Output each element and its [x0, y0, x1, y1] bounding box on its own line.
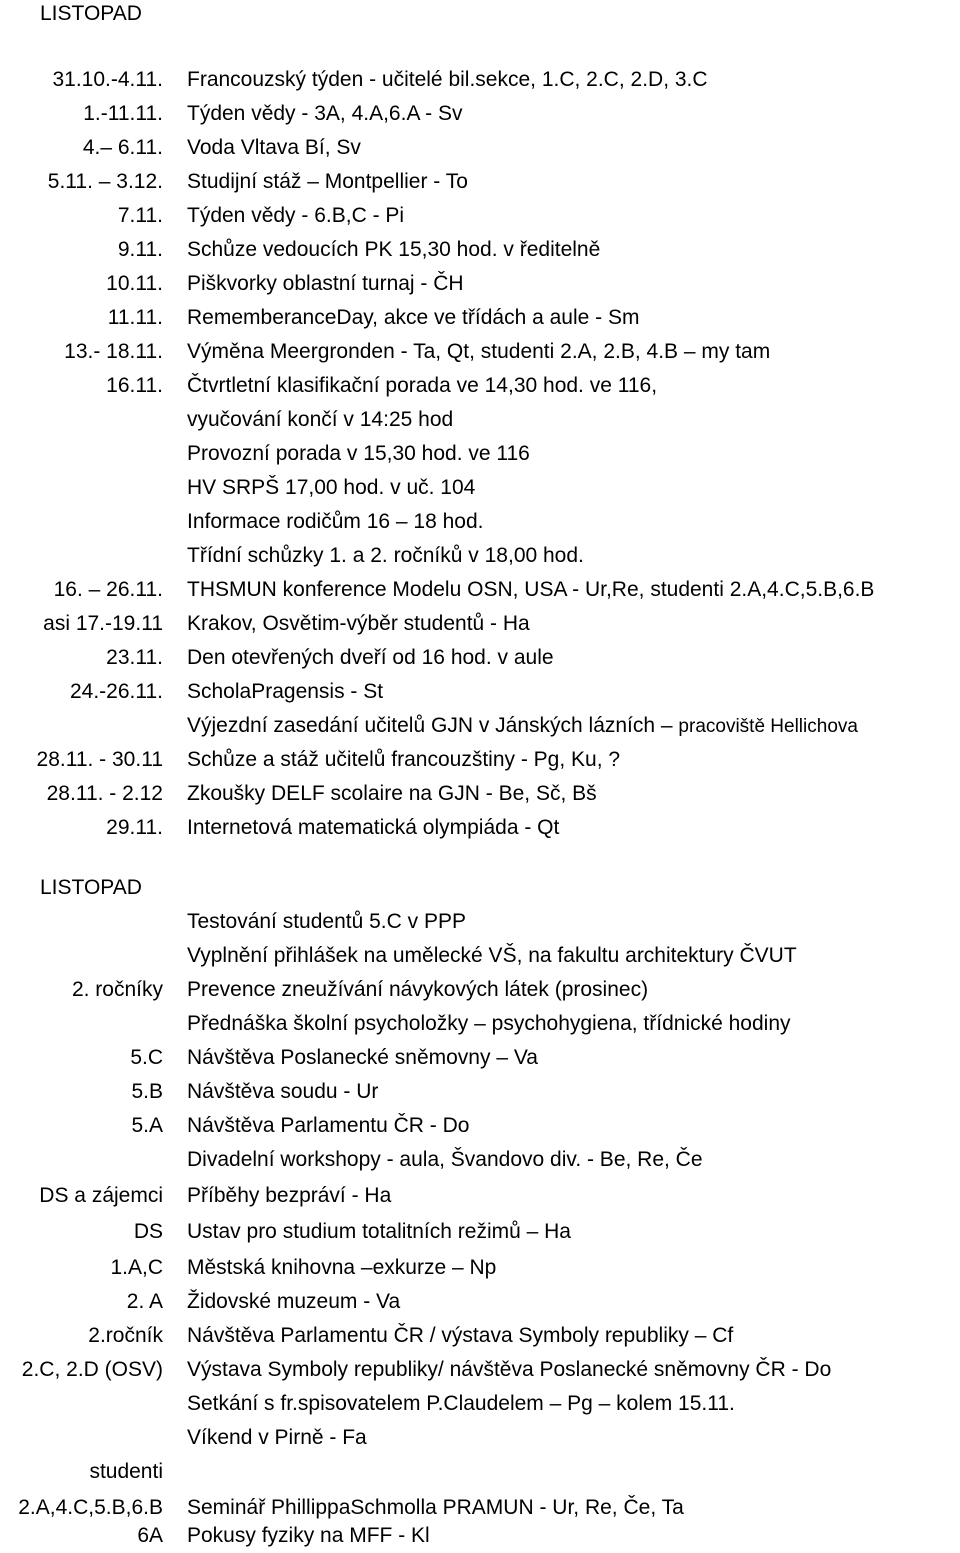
row-text-main: Divadelní workshopy - aula, Švandovo div. - Be, Re, Če: [187, 1148, 703, 1171]
row-date: 16. – 26.11.: [53, 578, 163, 601]
row-date: 28.11. - 30.11: [36, 748, 163, 771]
row-date: DS a zájemci: [39, 1184, 163, 1207]
schedule-row: [0, 267, 960, 301]
row-text: [187, 131, 361, 165]
schedule-row: [0, 403, 960, 437]
row-date: 2.C, 2.D (OSV): [21, 1358, 163, 1381]
row-date: 2.A,4.C,5.B,6.B: [18, 1496, 163, 1519]
row-text: [187, 777, 597, 811]
row-text-main: Schůze a stáž učitelů francouzštiny - Pg, Ku, ?: [187, 748, 621, 771]
schedule-row: [0, 437, 960, 471]
schedule-row: [0, 1143, 960, 1177]
schedule-row: [0, 1041, 960, 1075]
schedule-row: [0, 131, 960, 165]
row-text-main: Třídní schůzky 1. a 2. ročníků v 18,00 hod.: [187, 544, 584, 567]
row-text: [187, 1319, 733, 1353]
row-date: 2.ročník: [88, 1324, 163, 1347]
row-date: 9.11.: [117, 238, 163, 261]
row-text: [187, 1251, 496, 1285]
row-text: [187, 1285, 400, 1319]
row-date: 5.A: [131, 1114, 163, 1137]
row-text: [187, 539, 584, 573]
row-text-main: Výstava Symboly republiky/ návštěva Poslanecké sněmovny ČR - Do: [187, 1358, 832, 1381]
row-text: [187, 233, 600, 267]
row-date: 7.11.: [117, 204, 163, 227]
row-date: 11.11.: [107, 306, 163, 329]
row-text-main: Studijní stáž – Montpellier - To: [187, 170, 468, 193]
row-text-main: ScholaPragensis - St: [187, 680, 384, 703]
row-date: 10.11.: [106, 272, 163, 295]
row-text-main: Týden vědy - 3A, 4.A,6.A - Sv: [187, 102, 463, 125]
row-text-main: Čtvrtletní klasifikační porada ve 14,30 hod. ve 116,: [187, 374, 658, 397]
row-text-main: vyučování končí v 14:25 hod: [187, 408, 454, 431]
schedule-row: [0, 1319, 960, 1353]
row-text: [187, 607, 530, 641]
row-text: [187, 301, 639, 335]
row-text: [187, 1041, 538, 1075]
schedule-row: [0, 97, 960, 131]
schedule-row: [0, 1519, 960, 1553]
row-date: 2. A: [126, 1290, 163, 1313]
row-text: [187, 1215, 571, 1249]
row-text-main: Židovské muzeum - Va: [187, 1290, 401, 1313]
row-text-main: Týden vědy - 6.B,C - Pi: [187, 204, 405, 227]
row-text-main: Krakov, Osvětim-výběr studentů - Ha: [187, 612, 530, 635]
schedule-row: [0, 1007, 960, 1041]
row-text-main: RememberanceDay, akce ve třídách a aule - Sm: [187, 306, 640, 329]
row-text: [187, 505, 484, 539]
row-text: [187, 1387, 735, 1421]
row-text: [187, 675, 383, 709]
schedule-row: [0, 233, 960, 267]
schedule-row: [0, 63, 960, 97]
row-text-main: Příběhy bezpráví - Ha: [187, 1184, 392, 1207]
schedule-row: [0, 1455, 960, 1489]
schedule-row: [0, 165, 960, 199]
row-text: [187, 1143, 703, 1177]
row-text: [187, 63, 708, 97]
row-text-main: HV SRPŠ 17,00 hod. v uč. 104: [187, 476, 476, 499]
row-text: [187, 1519, 430, 1553]
row-text-main: Pokusy fyziky na MFF - Kl: [187, 1524, 430, 1547]
row-text-main: Schůze vedoucích PK 15,30 hod. v ředitelně: [187, 238, 601, 261]
schedule-row: [0, 1387, 960, 1421]
schedule-row: [0, 1075, 960, 1109]
row-date: 13.- 18.11.: [64, 340, 163, 363]
row-date: studenti: [89, 1460, 163, 1483]
row-text-main: Francouzský týden - učitelé bil.sekce, 1.C, 2.C, 2.D, 3.C: [187, 68, 708, 91]
row-text-main: Internetová matematická olympiáda - Qt: [187, 816, 560, 839]
row-text-main: Vyplnění přihlášek na umělecké VŠ, na fakultu architektury ČVUT: [187, 944, 797, 967]
row-text: [187, 1353, 831, 1387]
row-text-main: Testování studentů 5.C v PPP: [187, 910, 466, 933]
row-date: 5.11. – 3.12.: [47, 170, 163, 193]
schedule-row: [0, 973, 960, 1007]
row-text: [187, 1109, 469, 1143]
row-text-main: Přednáška školní psycholožky – psychohygiena, třídnické hodiny: [187, 1012, 791, 1035]
row-text-main: Víkend v Pirně - Fa: [187, 1426, 367, 1449]
row-text: [187, 403, 453, 437]
row-text: [187, 369, 657, 403]
row-date: 5.C: [130, 1046, 163, 1069]
schedule-row: [0, 471, 960, 505]
row-text: [187, 97, 462, 131]
schedule-row: [0, 505, 960, 539]
row-text-small: pracoviště Hellichova: [678, 716, 858, 737]
schedule-row: [0, 607, 960, 641]
schedule-row: [0, 811, 960, 845]
schedule-row: [0, 709, 960, 743]
schedule-row: [0, 939, 960, 973]
row-text: [187, 199, 404, 233]
row-text: [187, 1007, 791, 1041]
row-text: [187, 1421, 367, 1455]
row-text-main: THSMUN konference Modelu OSN, USA - Ur,Re, studenti 2.A,4.C,5.B,6.B: [187, 578, 875, 601]
schedule-row: [0, 777, 960, 811]
row-date: 23.11.: [106, 646, 163, 669]
row-date: 6A: [137, 1524, 163, 1547]
schedule-row: [0, 1109, 960, 1143]
row-text: [187, 267, 464, 301]
row-text: [187, 743, 620, 777]
row-date: asi 17.-19.11: [43, 612, 163, 635]
schedule-row: [0, 641, 960, 675]
row-date: 4.– 6.11.: [82, 136, 163, 159]
schedule-row: [0, 743, 960, 777]
row-date: 5.B: [131, 1080, 163, 1103]
schedule-row: [0, 369, 960, 403]
row-date: 2. ročníky: [71, 978, 163, 1001]
schedule-row: [0, 199, 960, 233]
row-date: 28.11. - 2.12: [46, 782, 163, 805]
schedule-row: [0, 1179, 960, 1213]
row-text-main: Návštěva Poslanecké sněmovny – Va: [187, 1046, 538, 1069]
row-text-main: Návštěva Parlamentu ČR / výstava Symboly republiky – Cf: [187, 1324, 734, 1347]
schedule-row: [0, 1353, 960, 1387]
row-text: [187, 437, 530, 471]
schedule-row: [0, 675, 960, 709]
row-text-main: Provozní porada v 15,30 hod. ve 116: [187, 442, 530, 465]
row-text: [187, 811, 559, 845]
row-date: 16.11.: [106, 374, 163, 397]
row-text-main: Návštěva soudu - Ur: [187, 1080, 379, 1103]
row-text: [187, 1075, 378, 1109]
row-text: [187, 471, 475, 505]
row-text: [187, 973, 648, 1007]
row-text-main: Piškvorky oblastní turnaj - ČH: [187, 272, 464, 295]
row-text: [187, 709, 858, 744]
schedule-row: [0, 539, 960, 573]
row-date: 1.-11.11.: [83, 102, 163, 125]
row-text: [187, 939, 797, 973]
schedule-row: [0, 905, 960, 939]
schedule-row: [0, 301, 960, 335]
row-text-main: Informace rodičům 16 – 18 hod.: [187, 510, 484, 533]
row-text-main: Ustav pro studium totalitních režimů – Ha: [187, 1220, 571, 1243]
row-text-main: Návštěva Parlamentu ČR - Do: [187, 1114, 470, 1137]
row-text-main: Setkání s fr.spisovatelem P.Claudelem – Pg – kolem 15.11.: [187, 1392, 735, 1415]
schedule-row: [0, 573, 960, 607]
row-text: [187, 641, 554, 675]
section-heading: LISTOPAD: [40, 2, 142, 25]
row-date: 29.11.: [106, 816, 163, 839]
row-text-main: Městská knihovna –exkurze – Np: [187, 1256, 497, 1279]
section-heading: LISTOPAD: [40, 876, 142, 899]
row-date: 1.A,C: [110, 1256, 163, 1279]
row-date: 31.10.-4.11.: [52, 68, 163, 91]
row-text-main: Seminář PhillippaSchmolla PRAMUN - Ur, Re, Če, Ta: [187, 1496, 684, 1519]
row-text-main: Prevence zneužívání návykových látek (prosinec): [187, 978, 649, 1001]
row-date: 24.-26.11.: [69, 680, 163, 703]
schedule-row: [0, 1285, 960, 1319]
schedule-row: [0, 1421, 960, 1455]
row-text-main: Výjezdní zasedání učitelů GJN v Jánských lázních –: [187, 714, 679, 737]
row-text-main: Den otevřených dveří od 16 hod. v aule: [187, 646, 554, 669]
row-text-main: Zkoušky DELF scolaire na GJN - Be, Sč, Bš: [187, 782, 597, 805]
row-text-main: Voda Vltava Bí, Sv: [187, 136, 361, 159]
row-text: [187, 573, 874, 607]
row-text: [187, 165, 468, 199]
schedule-row: [0, 1215, 960, 1249]
row-text: [187, 335, 770, 369]
row-date: DS: [133, 1220, 163, 1243]
row-text-main: Výměna Meergronden - Ta, Qt, studenti 2.A, 2.B, 4.B – my tam: [187, 340, 771, 363]
row-text: [187, 1179, 391, 1213]
schedule-row: [0, 1251, 960, 1285]
row-text: [187, 905, 466, 939]
schedule-row: [0, 335, 960, 369]
